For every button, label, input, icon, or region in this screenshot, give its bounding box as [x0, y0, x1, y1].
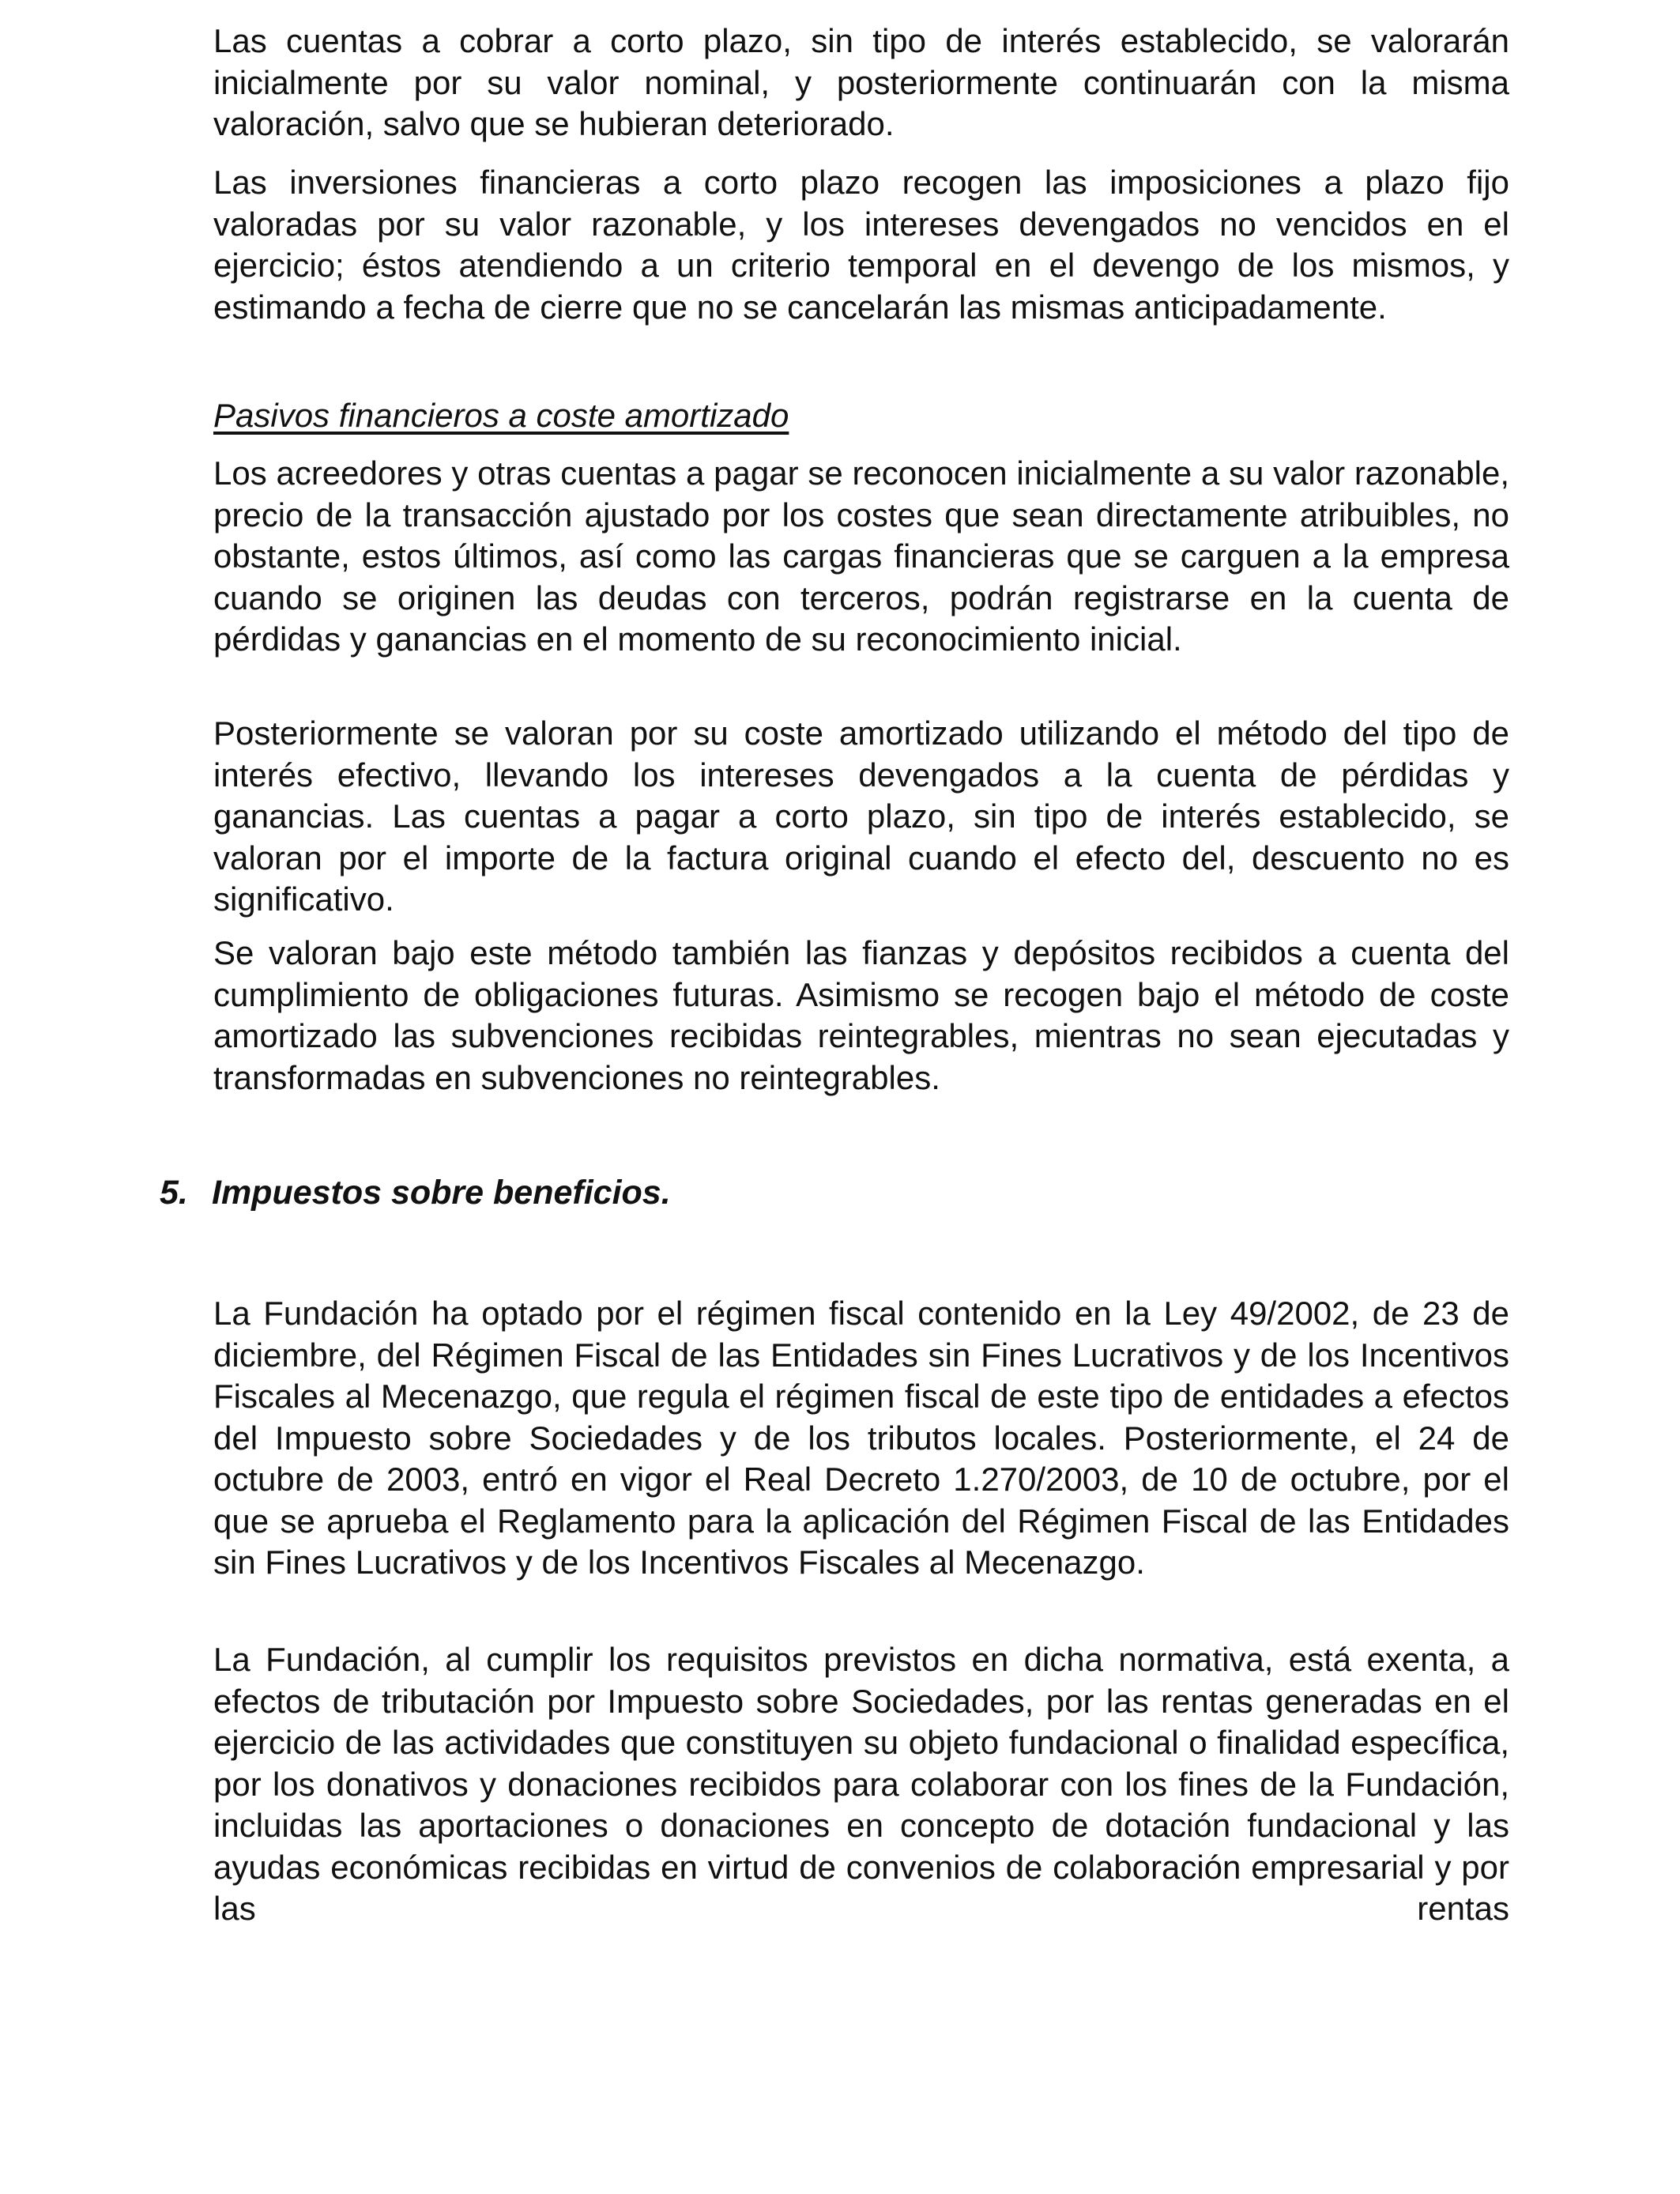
- paragraph-coste-amortizado: Posteriormente se valoran por su coste amortizado utilizando el método del tipo de interés efectivo, llevando los intereses devengados a la cuenta de pérdidas y ganancias. Las cuentas a pagar a corto plazo, sin tipo de interés establecido, se valoran por el importe de la factura original cuando el efecto del, descuento no es significativo.: [213, 714, 1509, 918]
- paragraph-fianzas-depositos: Se valoran bajo este método también las fianzas y depósitos recibidos a cuenta del cumplimiento de obligaciones futuras. Asimismo se recogen bajo el método de coste amortizado las subvenciones recibidas reintegrables, mientras no sean ejecutadas y transformadas en subvenciones no reintegrables.: [213, 934, 1509, 1096]
- section-title: Impuestos sobre beneficios.: [212, 1174, 671, 1212]
- paragraph-acreedores: Los acreedores y otras cuentas a pagar se reconocen inicialmente a su valor razonable, precio de la transacción ajustado por los costes que sean directamente atribuibles, no obstante, estos últimos, así como las cargas financieras que se carguen a la empresa cuando se originen las deudas con terceros, podrán registrarse en la cuenta de pérdidas y ganancias en el momento de su reconocimiento inicial.: [213, 454, 1509, 658]
- section-heading-impuestos: [160, 1172, 671, 1213]
- section-number: 5.: [160, 1174, 188, 1212]
- paragraph-exencion: La Fundación, al cumplir los requisitos previstos en dicha normativa, está exenta, a efectos de tributación por Impuesto sobre Sociedades, por las rentas generadas en el ejercicio de las actividades que constituyen su objeto fundacional o finalidad específica, por los donativos y donaciones recibidos para colaborar con los fines de la Fundación, incluidas las aportaciones o donaciones en concepto de dotación fundacional y las ayudas económicas recibidas en virtud de convenios de colaboración empresarial y por las rentas: [213, 1641, 1509, 1927]
- paragraph-inversiones-financieras: Las inversiones financieras a corto plazo recogen las imposiciones a plazo fijo valoradas por su valor razonable, y los intereses devengados no vencidos en el ejercicio; éstos atendiendo a un criterio temporal en el devengo de los mismos, y estimando a fecha de cierre que no se cancelarán las mismas anticipadamente.: [213, 164, 1509, 326]
- paragraph-regimen-fiscal: La Fundación ha optado por el régimen fiscal contenido en la Ley 49/2002, de 23 de diciembre, del Régimen Fiscal de las Entidades sin Fines Lucrativos y de los Incentivos Fiscales al Mecenazgo, que regula el régimen fiscal de este tipo de entidades a efectos del Impuesto sobre Sociedades y de los tributos locales. Posteriormente, el 24 de octubre de 2003, entró en vigor el Real Decreto 1.270/2003, de 10 de octubre, por el que se aprueba el Reglamento para la aplicación del Régimen Fiscal de las Entidades sin Fines Lucrativos y de los Incentivos Fiscales al Mecenazgo.: [213, 1295, 1509, 1581]
- paragraph-cuentas-cobrar: Las cuentas a cobrar a corto plazo, sin tipo de interés establecido, se valorarán inicialmente por su valor nominal, y posteriormente continuarán con la misma valoración, salvo que se hubieran deteriorado.: [213, 22, 1509, 142]
- subheading-pasivos-financieros: Pasivos financieros a coste amortizado: [213, 397, 789, 434]
